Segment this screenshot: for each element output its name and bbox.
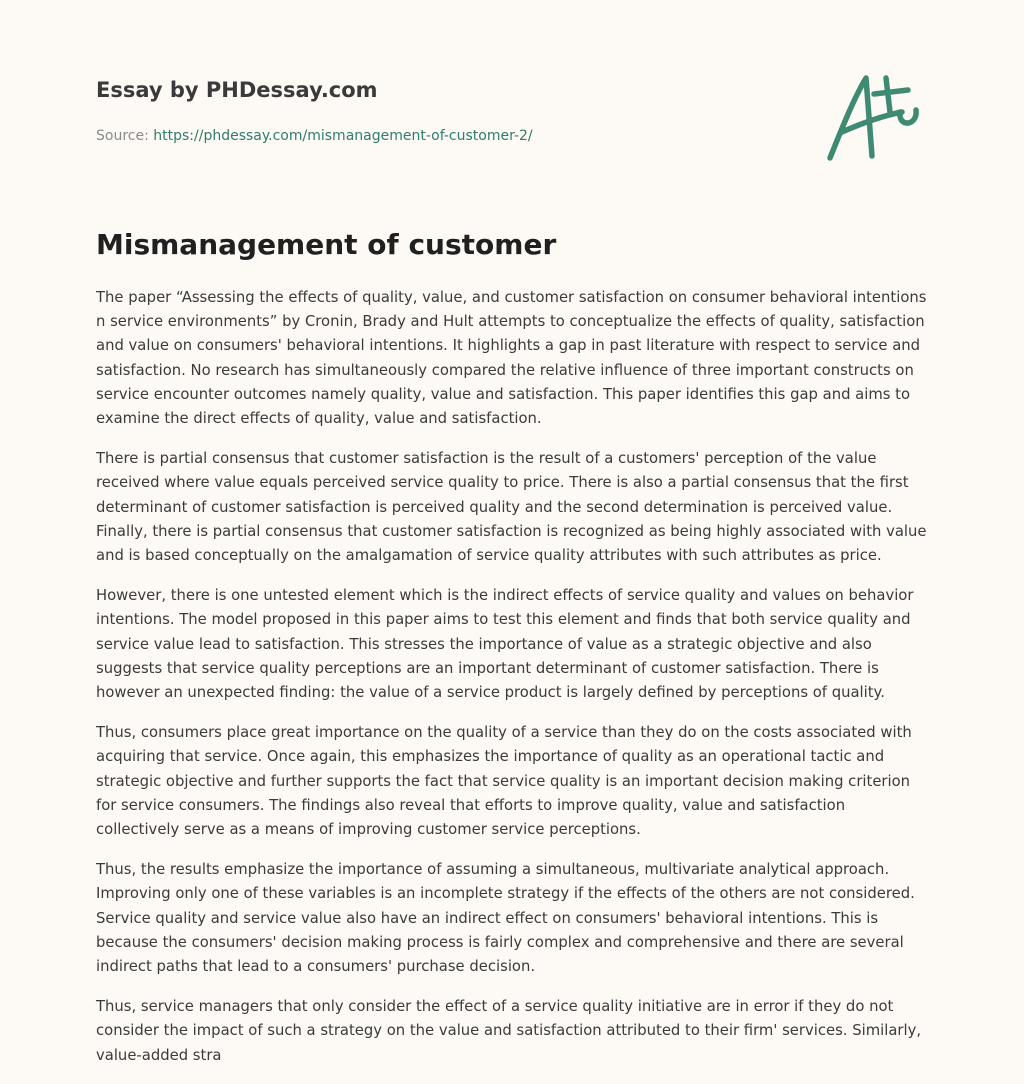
- source-label: Source:: [96, 128, 149, 144]
- paragraph: Thus, consumers place great importance on the quality of a service than they do on the costs associated with acquiring that service. Once again, this emphasizes the importance of quality as an operational tactic and strategic objective and further supports the fact that service quality is an important decision making criterion for service consumers. The findings also reveal that efforts to improve quality, value and satisfaction collectively serve as a means of improving customer service perceptions.: [96, 724, 912, 839]
- paragraph: However, there is one untested element which is the indirect effects of service quality and values on behavior intentions. The model proposed in this paper aims to test this element and finds that both service quality and service value lead to satisfaction. This stresses the importance of value as a strategic objective and also suggests that service quality perceptions are an important determinant of customer satisfaction. There is however an unexpected finding: the value of a service product is largely defined by perceptions of quality.: [96, 587, 914, 702]
- a-plus-icon: [822, 66, 932, 166]
- paragraph: There is partial consensus that customer satisfaction is the result of a customers' perception of the value received where value equals perceived service quality to price. There is also a partial consensus that the first determinant of customer satisfaction is perceived quality and the second determination is perceived value. Finally, there is partial consensus that customer satisfaction is recognized as being highly associated with value and is based conceptually on the amalgamation of service quality attributes with such attributes as price.: [96, 450, 927, 565]
- essay-body: [96, 286, 932, 1084]
- paragraph: Thus, the results emphasize the importance of assuming a simultaneous, multivariate analytical approach. Improving only one of these variables is an incomplete strategy if the effects of the others are not considered. Service quality and service value also have an indirect effect on consumers' behavioral intentions. This is because the consumers' decision making process is fairly complex and comprehensive and there are several indirect paths that lead to a consumers' purchase decision.: [96, 861, 915, 976]
- essay-title: Mismanagement of customer: [96, 228, 557, 261]
- page-header: [96, 76, 796, 146]
- source-line: [96, 126, 796, 146]
- paragraph: Thus, service managers that only consider the effect of a service quality initiative are in error if they do not consider the impact of such a strategy on the value and satisfaction attributed to their firm' services. Similarly, value-added stra: [96, 998, 922, 1064]
- brand-name: Essay by PHDessay.com: [96, 78, 378, 102]
- source-link[interactable]: https://phdessay.com/mismanagement-of-customer-2/: [153, 128, 533, 144]
- paragraph: The paper “Assessing the effects of quality, value, and customer satisfaction on consumer behavioral intentions n service environments” by Cronin, Brady and Hult attempts to conceptualize the effects of quality, satisfaction and value on consumers' behavioral intentions. It highlights a gap in past literature with respect to service and satisfaction. No research has simultaneously compared the relative influence of three important constructs on service encounter outcomes namely quality, value and satisfaction. This paper identifies this gap and aims to examine the direct effects of quality, value and satisfaction.: [96, 289, 927, 428]
